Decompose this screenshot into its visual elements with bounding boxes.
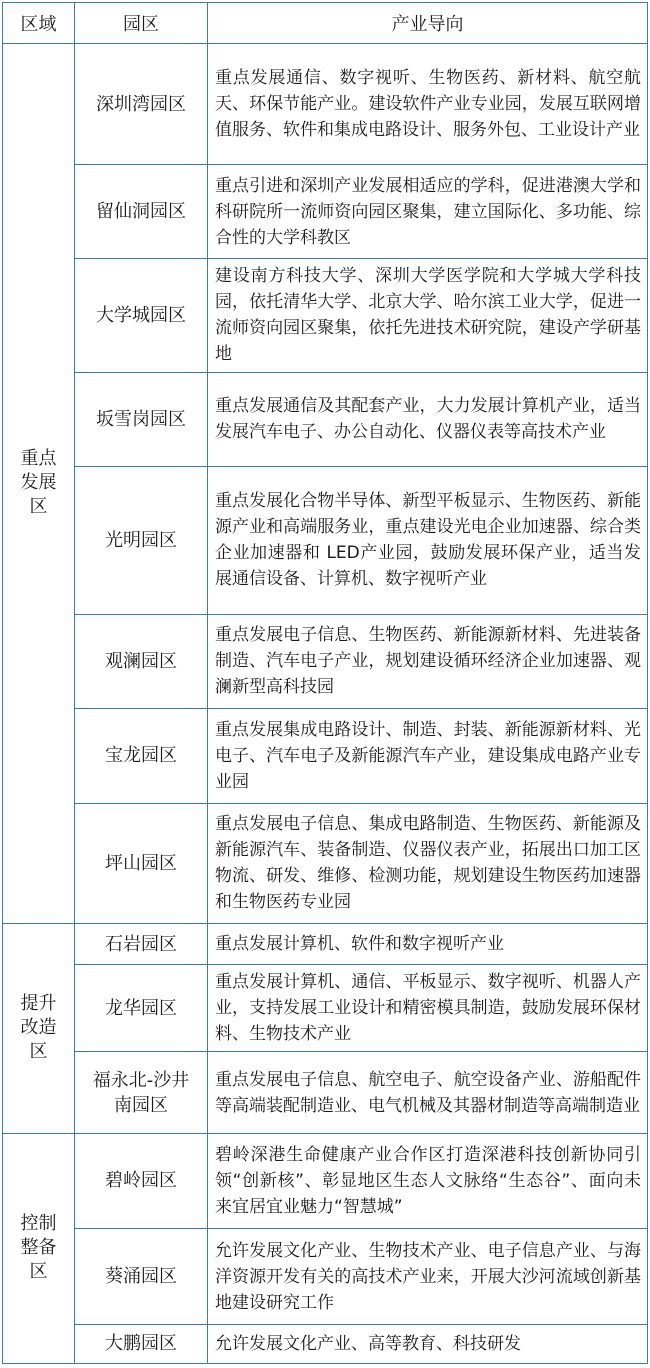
park-cell	[75, 1229, 208, 1325]
industry-guidance-text: 重点发展计算机、软件和数字视听产业	[208, 923, 648, 964]
park-name: 碧岭园区	[105, 1170, 177, 1192]
park-cell	[75, 165, 208, 259]
park-name: 龙华园区	[105, 997, 177, 1019]
park-cell	[75, 1133, 208, 1229]
park-cell	[75, 614, 208, 709]
park-cell	[75, 965, 208, 1052]
park-cell	[75, 1324, 208, 1363]
table-row	[3, 372, 648, 466]
industry-guidance-text: 重点发展电子信息、生物医药、新能源新材料、先进装备制造、汽车电子产业，规划建设循环经济企业加速器、观澜新型高科技园	[208, 614, 648, 709]
region-cell	[3, 1133, 75, 1363]
park-name: 福永北-沙井南园区	[92, 1069, 190, 1116]
header-park: 园区	[75, 3, 208, 44]
industry-guidance-text: 允许发展文化产业、生物技术产业、电子信息产业、与海洋资源开发有关的高技术产业来，开展大沙河流域创新基地建设研究工作	[208, 1229, 648, 1325]
header-industry: 产业导向	[208, 3, 648, 44]
industry-guidance-text: 建设南方科技大学、深圳大学医学院和大学城大学科技园，依托清华大学、北京大学、哈尔滨工业大学，促进一流师资向园区聚集，依托先进技术研究院，建设产学研基地	[208, 258, 648, 372]
table-row	[3, 1324, 648, 1363]
table-row	[3, 965, 648, 1052]
park-cell	[75, 803, 208, 923]
table-row	[3, 44, 648, 165]
region-label: 控制整备区	[20, 1213, 57, 1283]
table-row	[3, 165, 648, 259]
industry-guidance-text: 重点发展计算机、通信、平板显示、数字视听、机器人产业，支持发展工业设计和精密模具制造，鼓励发展环保材料、生物技术产业	[208, 965, 648, 1052]
industry-guidance-text: 重点发展电子信息、航空电子、航空设备产业、游船配件等高端装配制造业、电气机械及其器材制造等高端制造业	[208, 1052, 648, 1133]
industry-guidance-table	[2, 2, 648, 1364]
park-name: 深圳湾园区	[96, 93, 186, 115]
table-row	[3, 803, 648, 923]
region-label: 重点发展区	[20, 448, 57, 518]
table-row	[3, 1052, 648, 1133]
park-name: 大学城园区	[96, 304, 186, 326]
industry-guidance-text: 重点发展通信、数字视听、生物医药、新材料、航空航天、环保节能产业。建设软件产业专业园，发展互联网增值服务、软件和集成电路设计、服务外包、工业设计产业	[208, 44, 648, 165]
industry-guidance-text: 重点引进和深圳产业发展相适应的学科，促进港澳大学和科研院所一流师资向园区聚集，建立国际化、多功能、综合性的大学科教区	[208, 165, 648, 259]
table-row	[3, 258, 648, 372]
park-name: 观澜园区	[105, 650, 177, 672]
table-row	[3, 1229, 648, 1325]
industry-guidance-text: 重点发展通信及其配套产业，大力发展计算机产业，适当发展汽车电子、办公自动化、仪器仪表等高技术产业	[208, 372, 648, 466]
industry-guidance-text: 重点发展集成电路设计、制造、封装、新能源新材料、光电子、汽车电子及新能源汽车产业，建设集成电路产业专业园	[208, 709, 648, 804]
park-name: 石岩园区	[105, 933, 177, 955]
park-name: 葵涌园区	[105, 1266, 177, 1288]
header-row	[3, 3, 648, 44]
park-cell	[75, 923, 208, 964]
table-body	[3, 44, 648, 1364]
park-cell	[75, 258, 208, 372]
region-label: 提升改造区	[20, 993, 57, 1063]
park-name: 坂雪岗园区	[96, 408, 186, 430]
park-name: 大鹏园区	[105, 1333, 177, 1355]
park-cell	[75, 1052, 208, 1133]
table-row	[3, 1133, 648, 1229]
park-name: 留仙洞园区	[96, 201, 186, 223]
park-cell	[75, 44, 208, 165]
park-name: 坪山园区	[105, 852, 177, 874]
table-row	[3, 923, 648, 964]
industry-guidance-text: 碧岭深港生命健康产业合作区打造深港科技创新协同引领“创新核”、彰显地区生态人文脉络“生态谷”、面向未来宜居宜业魅力“智慧城”	[208, 1133, 648, 1229]
table-row	[3, 709, 648, 804]
park-name: 光明园区	[105, 529, 177, 551]
industry-guidance-text: 重点发展化合物半导体、新型平板显示、生物医药、新能源产业和高端服务业，重点建设光电企业加速器、综合类企业加速器和 LED产业园，鼓励发展环保产业，适当发展通信设备、计算机、数字视听产业	[208, 466, 648, 614]
park-name: 宝龙园区	[105, 745, 177, 767]
header-region: 区域	[3, 3, 75, 44]
industry-guidance-text: 重点发展电子信息、集成电路制造、生物医药、新能源及新能源汽车、装备制造、仪器仪表产业，拓展出口加工区物流、研发、维修、检测功能，规划建设生物医药加速器和生物医药专业园	[208, 803, 648, 923]
park-cell	[75, 466, 208, 614]
industry-guidance-text: 允许发展文化产业、高等教育、科技研发	[208, 1324, 648, 1363]
park-cell	[75, 709, 208, 804]
table-row	[3, 614, 648, 709]
park-cell	[75, 372, 208, 466]
table-row	[3, 466, 648, 614]
region-cell	[3, 44, 75, 924]
region-cell	[3, 923, 75, 1133]
